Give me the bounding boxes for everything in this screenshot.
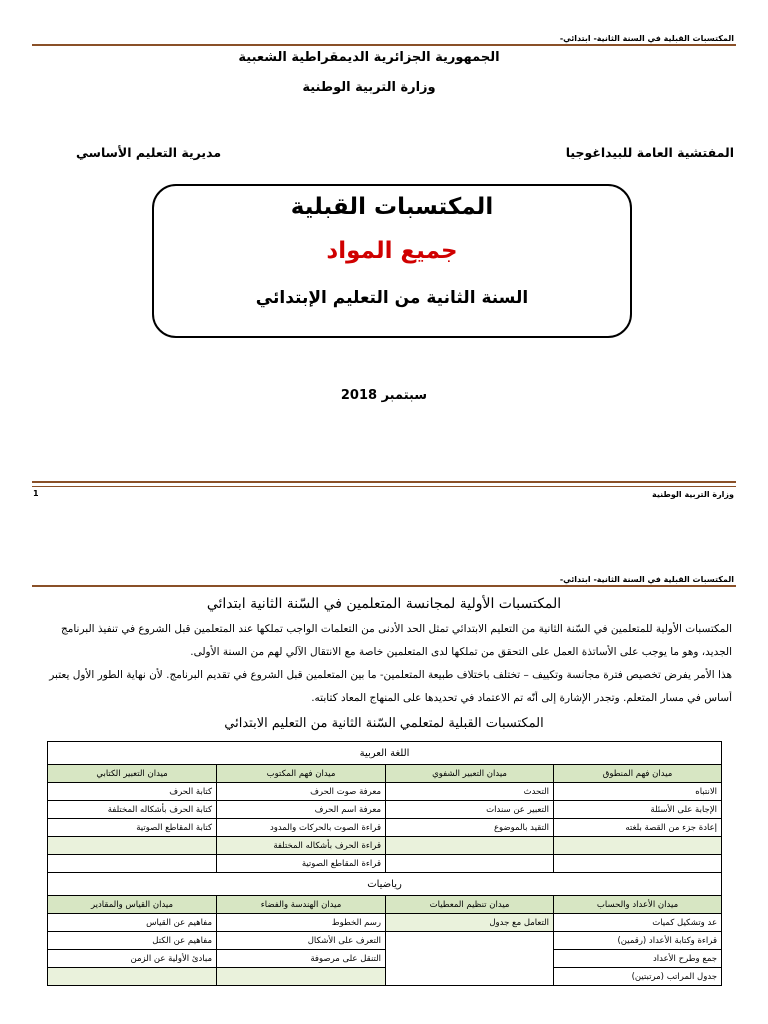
inspectorate-label: المفتشية العامة للبيداغوجيا xyxy=(565,145,734,160)
table-cell xyxy=(217,968,386,986)
running-header: المكتسبات القبلية في السنة الثانية- ابتدائي- xyxy=(559,34,734,43)
table-row xyxy=(48,932,722,950)
col-header: ميدان الهندسة والفضاء xyxy=(217,896,386,914)
table-section-row xyxy=(48,742,722,765)
table-cell: كتابة المقاطع الصوتية xyxy=(48,819,217,837)
table-row xyxy=(48,968,722,986)
table-cell: الانتباه xyxy=(554,783,722,801)
table-cell: مفاهيم عن القياس xyxy=(48,914,217,932)
table-cell xyxy=(554,837,722,855)
title-box xyxy=(152,184,632,338)
table-cell: جدول المراتب (مرتبتين) xyxy=(554,968,722,986)
directorate-label: مديرية التعليم الأساسي xyxy=(76,145,222,160)
table-cell: الإجابة على الأسئلة xyxy=(554,801,722,819)
paragraph-line: هذا الأمر يفرض تخصيص فترة مجانسة وتكييف – تختلف باختلاف طبيعة المتعلمين- ما بين المتعلمين قبل الشروع في تقديم البرنامج. لأن نهاية الطور الأول يعتبر xyxy=(49,669,732,681)
footer-rule-thin xyxy=(32,486,736,487)
ministry-title: وزارة التربية الوطنية xyxy=(302,80,436,95)
table-row xyxy=(48,837,722,855)
table-cell xyxy=(386,837,554,855)
box-subtitle: جميع المواد xyxy=(326,238,458,264)
box-title: المكتسبات القبلية xyxy=(290,194,494,220)
header-rule-2 xyxy=(32,585,736,587)
table-cell: التعبير عن سندات xyxy=(386,801,554,819)
col-header: ميدان فهم المكتوب xyxy=(217,765,386,783)
table-section-row xyxy=(48,873,722,896)
section-heading: المكتسبات الأولية لمجانسة المتعلمين في السّنة الثانية ابتدائي xyxy=(206,596,562,612)
table-row xyxy=(48,819,722,837)
table-cell: جمع وطرح الأعداد xyxy=(554,950,722,968)
table-cell: التعامل مع جدول xyxy=(386,914,554,932)
table-cell: مبادئ الأولية عن الزمن xyxy=(48,950,217,968)
table-cell: رسم الخطوط xyxy=(217,914,386,932)
table-cell: عد وتشكيل كميات xyxy=(554,914,722,932)
col-header: ميدان القياس والمقادير xyxy=(48,896,217,914)
running-header-2: المكتسبات القبلية في السنة الثانية- ابتدائي- xyxy=(559,575,734,584)
table-cell xyxy=(48,855,217,873)
table-row xyxy=(48,783,722,801)
table-row xyxy=(48,950,722,968)
page-number: 1 xyxy=(33,489,39,498)
table-cell: قراءة المقاطع الصوتية xyxy=(217,855,386,873)
table-cell: قراءة الحرف بأشكاله المختلفة xyxy=(217,837,386,855)
table-row xyxy=(48,801,722,819)
table-cell: التقيد بالموضوع xyxy=(386,819,554,837)
republic-title: الجمهورية الجزائرية الديمقراطية الشعبية xyxy=(238,50,500,65)
table-cell: التحدث xyxy=(386,783,554,801)
table-cell: قراءة الصوت بالحركات والمدود xyxy=(217,819,386,837)
table-row xyxy=(48,855,722,873)
table-cell xyxy=(386,932,554,986)
col-header: ميدان التعبير الشفوي xyxy=(386,765,554,783)
col-header: ميدان تنظيم المعطيات xyxy=(386,896,554,914)
table-cell: كتابة الحرف xyxy=(48,783,217,801)
footer-rule xyxy=(32,481,736,483)
table-row xyxy=(48,914,722,932)
table-header-row xyxy=(48,765,722,783)
col-header: ميدان الأعداد والحساب xyxy=(554,896,722,914)
table-cell: التنقل على مرصوفة xyxy=(217,950,386,968)
curriculum-table xyxy=(47,741,722,986)
header-rule xyxy=(32,44,736,46)
table-cell xyxy=(48,837,217,855)
table-cell: معرفة اسم الحرف xyxy=(217,801,386,819)
table-cell: إعادة جزء من القصة بلغته xyxy=(554,819,722,837)
table-cell xyxy=(386,855,554,873)
paragraph-line: المكتسبات الأولية للمتعلمين في السّنة الثانية من التعليم الابتدائي تمثل الحد الأدنى من التعلمات الواجب تملكها عند المتعلمين قبل الشروع في تنفيذ البرنامج xyxy=(60,623,732,635)
table-cell: مفاهيم عن الكتل xyxy=(48,932,217,950)
table-cell xyxy=(48,968,217,986)
paragraph-line: الجديد، وهو ما يوجب على الأساتذة العمل على التحقق من تملكها لدى المتعلمين خاصة مع الانتقال الآلي لهم من السنة الأولى. xyxy=(190,646,732,658)
footer-ministry: وزارة التربية الوطنية xyxy=(651,490,734,499)
table-cell: كتابة الحرف بأشكاله المختلفة xyxy=(48,801,217,819)
table-cell: معرفة صوت الحرف xyxy=(217,783,386,801)
table-cell: التعرف على الأشكال xyxy=(217,932,386,950)
section-math: رياضيات xyxy=(48,873,722,896)
col-header: ميدان التعبير الكتابي xyxy=(48,765,217,783)
box-level: السنة الثانية من التعليم الإبتدائي xyxy=(255,288,529,308)
table-cell xyxy=(554,855,722,873)
col-header: ميدان فهم المنطوق xyxy=(554,765,722,783)
section-arabic: اللغة العربية xyxy=(48,742,722,765)
table-header-row xyxy=(48,896,722,914)
date-label: سبتمبر 2018 xyxy=(340,388,428,403)
paragraph-line: أساس في مسار المتعلم. وتجدر الإشارة إلى أنّه تم الاعتماد في تحديدها على المنهاج المعاد كتابته. xyxy=(311,692,732,704)
table-cell: قراءة وكتابة الأعداد (رقمين) xyxy=(554,932,722,950)
table-title: المكتسبات القبلية لمتعلمي السّنة الثانية من التعليم الابتدائي xyxy=(224,716,544,731)
